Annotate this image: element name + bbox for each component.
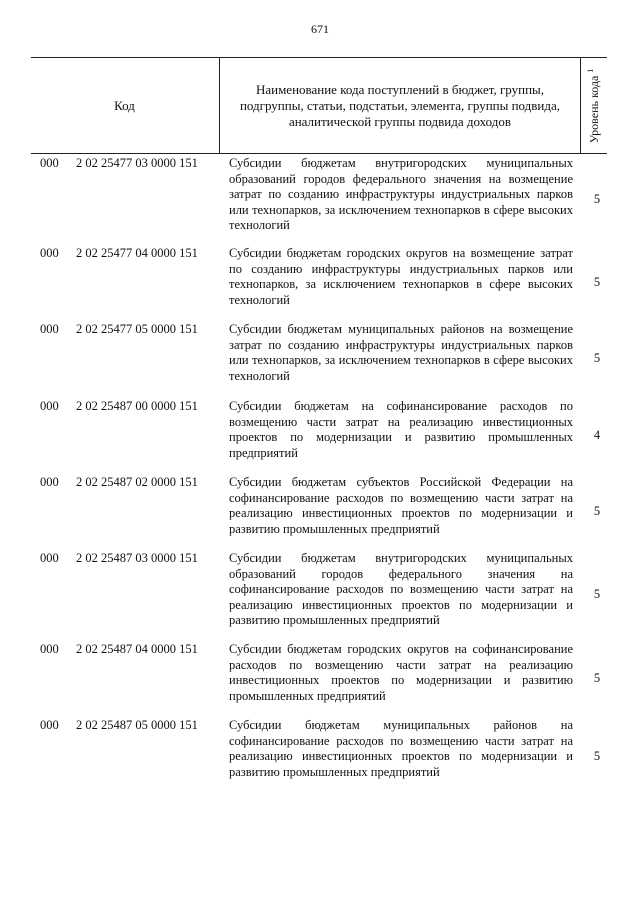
revenue-name: Субсидии бюджетам на софинансирование расходов по возмещению части затрат на реализацию инвестиционных проектов по модернизации и развитию промышленных предприятий: [229, 399, 573, 460]
revenue-name: Субсидии бюджетам городских округов на возмещение затрат по созданию инфраструктуры индустриальных парков или технопарков, за исключением технопарков в сфере высоких технологий: [229, 246, 573, 307]
admin-code: 000: [40, 475, 59, 489]
revenue-code: 2 02 25477 03 0000 151: [76, 156, 198, 170]
page-number: 671: [311, 22, 329, 36]
code-level: 5: [593, 192, 601, 206]
revenue-code: 2 02 25477 05 0000 151: [76, 322, 198, 336]
header-level-footnote: 1: [586, 68, 595, 73]
table-header: [31, 57, 607, 154]
revenue-name: Субсидии бюджетам внутригородских муниципальных образований городов федерального значения на софинансирование расходов по возмещению части затрат на реализацию инвестиционных проектов по модернизации и развитию промышленных предприятий: [229, 551, 573, 627]
admin-code: 000: [40, 322, 59, 336]
admin-code: 000: [40, 156, 59, 170]
code-level: 5: [593, 275, 601, 289]
revenue-name: Субсидии бюджетам внутригородских муниципальных образований городов федерального значения на возмещение затрат по созданию инфраструктуры индустриальных парков или технопарков, за исключением технопарков в сфере высоких технологий: [229, 156, 573, 232]
revenue-name: Субсидии бюджетам городских округов на софинансирование расходов по возмещению части затрат на реализацию инвестиционных проектов по модернизации и развитию промышленных предприятий: [229, 642, 573, 703]
revenue-code: 2 02 25487 00 0000 151: [76, 399, 198, 413]
admin-code: 000: [40, 551, 59, 565]
admin-code: 000: [40, 399, 59, 413]
header-level: [582, 58, 607, 153]
revenue-code: 2 02 25487 04 0000 151: [76, 642, 198, 656]
revenue-code: 2 02 25487 05 0000 151: [76, 718, 198, 732]
admin-code: 000: [40, 246, 59, 260]
header-name: Наименование кода поступлений в бюджет, группы, подгруппы, статьи, подстатьи, элемента, группы подвида, аналитической группы подвида доходов: [219, 58, 581, 153]
revenue-code: 2 02 25487 02 0000 151: [76, 475, 198, 489]
header-level-label: Уровень кода $^1$: [586, 68, 601, 144]
admin-code: 000: [40, 718, 59, 732]
revenue-code: 2 02 25487 03 0000 151: [76, 551, 198, 565]
revenue-code: 2 02 25477 04 0000 151: [76, 246, 198, 260]
code-level: 5: [593, 749, 601, 763]
revenue-name: Субсидии бюджетам муниципальных районов на софинансирование расходов по возмещению части затрат на реализацию инвестиционных проектов по модернизации и развитию промышленных предприятий: [229, 718, 573, 779]
revenue-name: Субсидии бюджетам муниципальных районов на возмещение затрат по созданию инфраструктуры индустриальных парков или технопарков, за исключением технопарков в сфере высоких технологий: [229, 322, 573, 383]
admin-code: 000: [40, 642, 59, 656]
code-level: 4: [593, 428, 601, 442]
header-code: Код: [114, 97, 135, 113]
code-level: 5: [593, 587, 601, 601]
code-level: 5: [593, 351, 601, 365]
code-level: 5: [593, 671, 601, 685]
revenue-name: Субсидии бюджетам субъектов Российской Федерации на софинансирование расходов по возмещению части затрат на реализацию инвестиционных проектов по модернизации и развитию промышленных предприятий: [229, 475, 573, 536]
code-level: 5: [593, 504, 601, 518]
